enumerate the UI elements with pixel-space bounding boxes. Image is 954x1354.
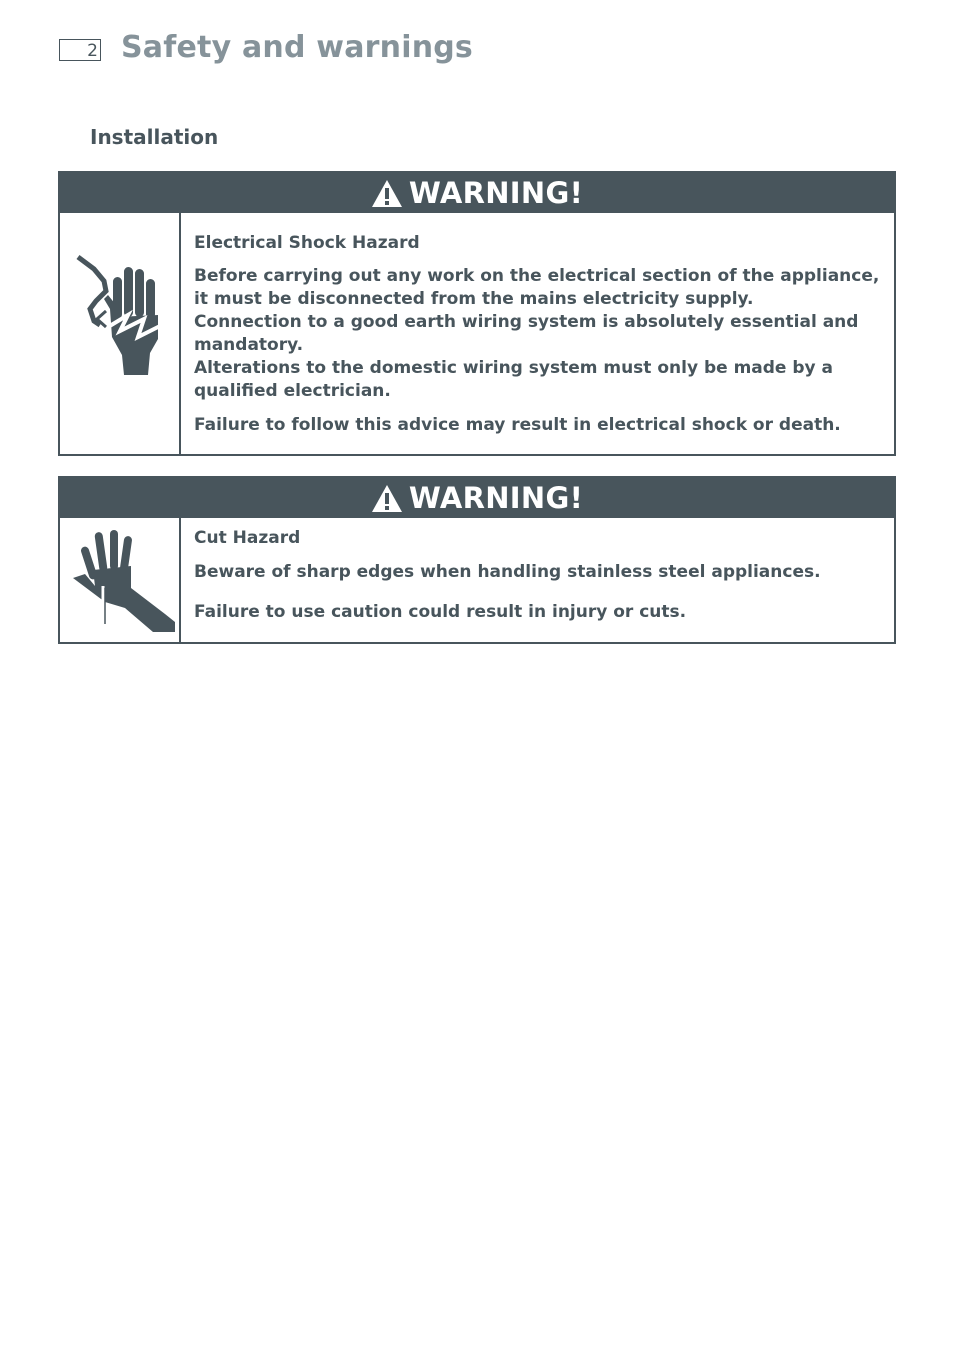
page-title: Safety and warnings [121,30,473,65]
page-number: 2 [59,39,101,61]
warning-consequence: Failure to follow this advice may result in electrical shock or death. [194,415,841,435]
warning-text [181,518,894,642]
warning-header [60,173,894,213]
warning-heading: WARNING! [408,481,584,515]
warning-text [181,213,894,454]
electrical-shock-hand-icon [70,253,170,383]
warning-header [60,478,894,518]
warning-triangle-icon [371,179,403,208]
warning-line: Before carrying out any work on the electrical section of the appliance, it must be disconnected from the mains electricity supply. [194,266,880,309]
warning-triangle-icon [371,484,403,513]
hazard-title: Cut Hazard [194,528,301,548]
warning-line: Connection to a good earth wiring system is absolutely essential and mandatory. [194,312,859,355]
warning-heading: WARNING! [408,176,584,210]
warning-line: Alterations to the domestic wiring system must only be made by a qualified electrician. [194,358,834,401]
section-title: Installation [90,125,219,149]
cut-warning-box [58,476,896,644]
warning-line: Beware of sharp edges when handling stainless steel appliances. [194,562,821,582]
electrical-warning-box [58,171,896,456]
warning-icon-cell [60,518,181,642]
warning-icon-cell [60,213,181,454]
hazard-title: Electrical Shock Hazard [194,233,420,253]
cut-hand-icon [65,526,175,638]
warning-consequence: Failure to use caution could result in injury or cuts. [194,602,687,622]
